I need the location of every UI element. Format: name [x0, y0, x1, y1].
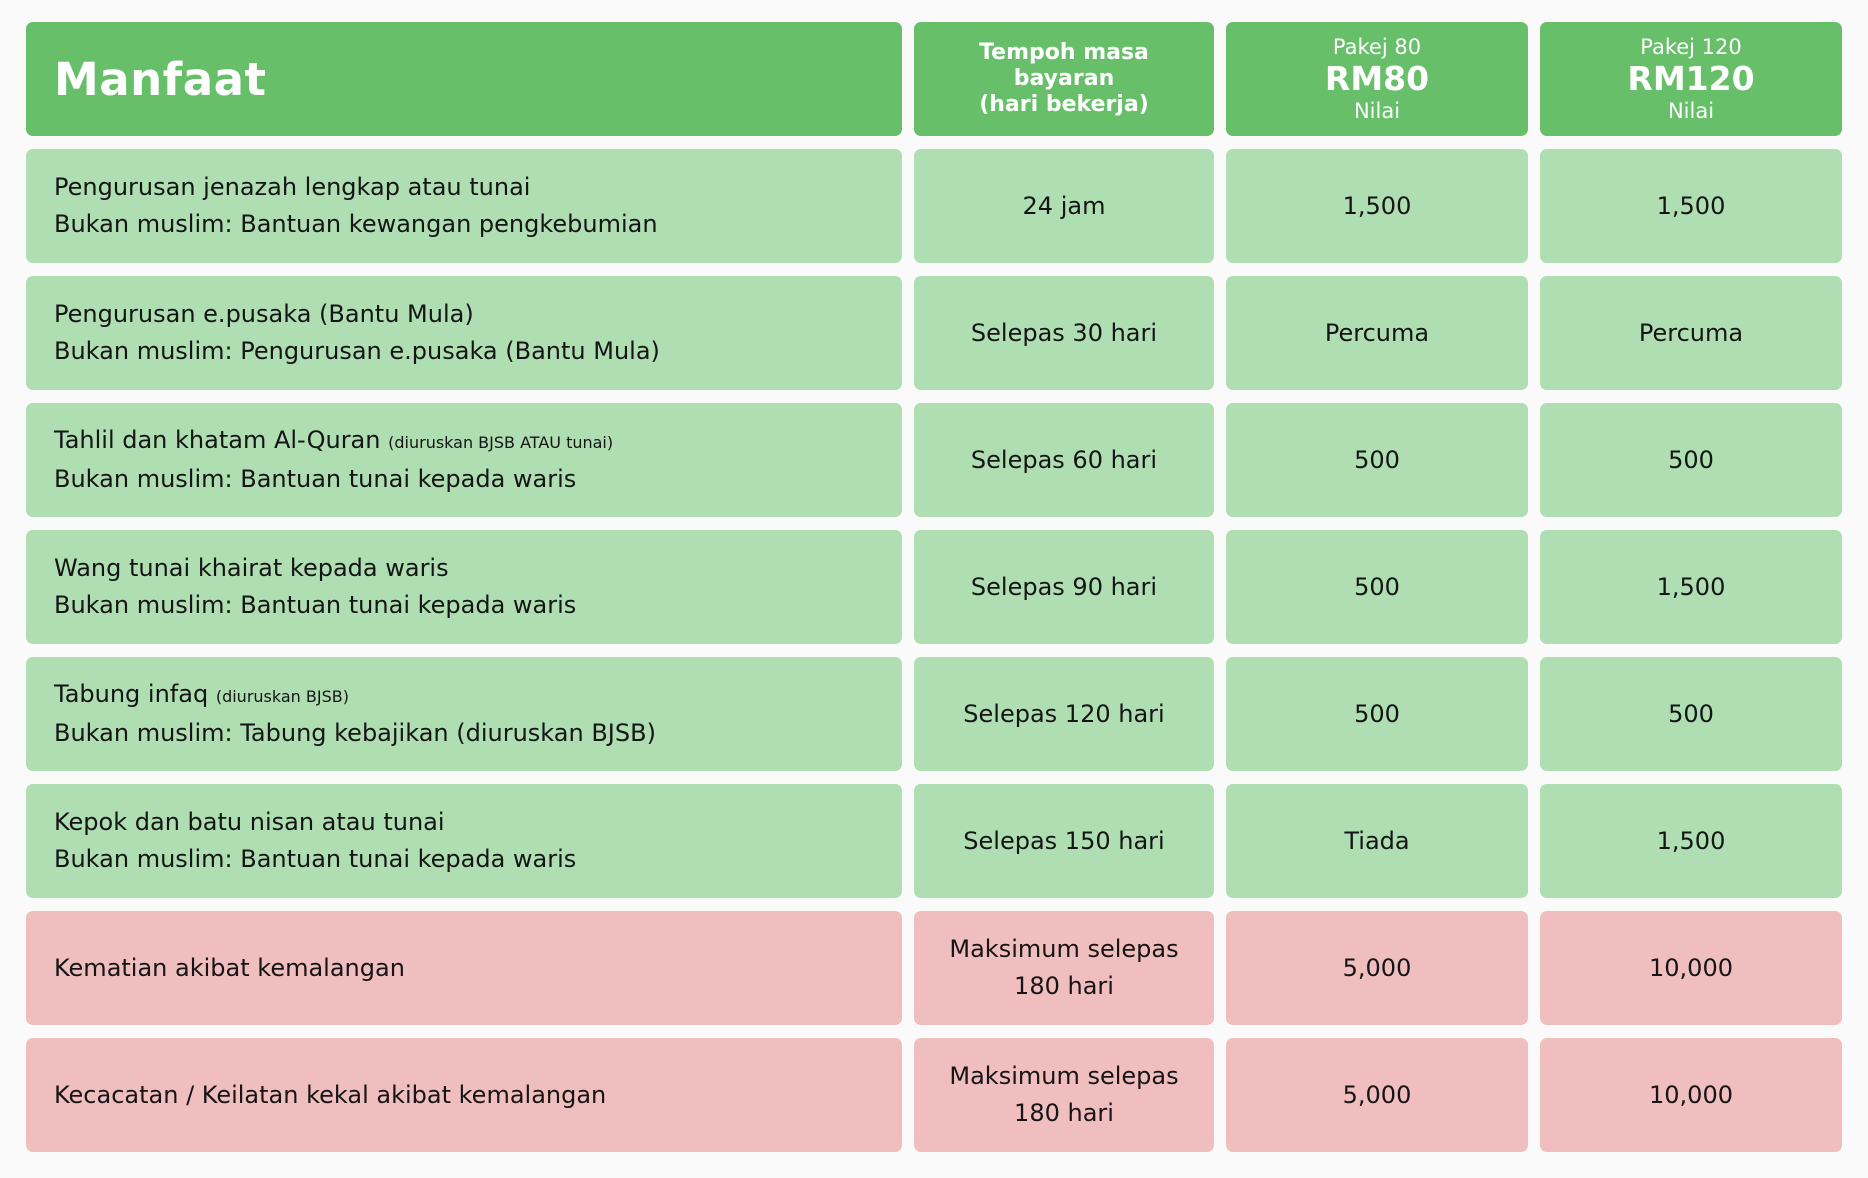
- period-value: 180 hari: [1014, 1099, 1114, 1127]
- plan-80-cell: [1226, 911, 1528, 1025]
- period-value: Selepas 120 hari: [963, 699, 1165, 728]
- plan-120-value: 10,000: [1649, 953, 1733, 982]
- plan-120-value: 500: [1668, 699, 1714, 728]
- plan-price: RM120: [1627, 59, 1755, 98]
- plan-label: Pakej 80: [1332, 35, 1422, 59]
- benefit-name: Kecacatan / Keilatan kekal akibat kemalangan: [54, 1080, 607, 1109]
- header-benefit: [26, 22, 902, 136]
- benefit-nonmuslim: Bukan muslim: Bantuan tunai kepada waris: [54, 845, 577, 873]
- plan-80-cell: [1226, 403, 1528, 517]
- plan-120-cell: [1540, 784, 1842, 898]
- benefit-cell: [26, 276, 902, 390]
- period-cell: [914, 657, 1214, 771]
- plan-80-value: 5,000: [1342, 1080, 1412, 1109]
- table-title: Manfaat: [54, 52, 267, 106]
- plan-120-value: 500: [1668, 445, 1714, 474]
- plan-80-cell: [1226, 149, 1528, 263]
- period-cell: [914, 149, 1214, 263]
- benefit-cell: [26, 530, 902, 644]
- period-value: Selepas 90 hari: [970, 572, 1158, 601]
- plan-80-value: Tiada: [1344, 826, 1410, 855]
- benefit-cell: [26, 784, 902, 898]
- period-value: 180 hari: [1014, 972, 1114, 1000]
- plan-120-cell: [1540, 276, 1842, 390]
- period-cell: [914, 1038, 1214, 1152]
- period-cell: [914, 784, 1214, 898]
- plan-80-value: 1,500: [1342, 191, 1412, 220]
- plan-80-value: 500: [1354, 445, 1400, 474]
- benefit-cell: [26, 911, 902, 1025]
- period-value: Selepas 60 hari: [970, 445, 1158, 474]
- header-period: [914, 22, 1214, 136]
- benefit-name: Pengurusan e.pusaka (Bantu Mula): [54, 300, 474, 328]
- plan-80-cell: [1226, 784, 1528, 898]
- period-header-line: (hari bekerja): [979, 92, 1149, 117]
- benefit-line: [54, 206, 658, 243]
- period-value: Maksimum selepas: [949, 1062, 1179, 1090]
- benefit-name: Kematian akibat kemalangan: [54, 953, 405, 982]
- period-cell: [914, 530, 1214, 644]
- benefit-cell: [26, 1038, 902, 1152]
- plan-120-cell: [1540, 911, 1842, 1025]
- period-value: Selepas 150 hari: [963, 826, 1165, 855]
- benefit-line: [54, 169, 530, 206]
- benefit-nonmuslim: Bukan muslim: Tabung kebajikan (diuruskan BJSB): [54, 719, 656, 747]
- plan-120-value: 1,500: [1656, 191, 1726, 220]
- header-plan-120: [1540, 22, 1842, 136]
- plan-120-value: Percuma: [1638, 318, 1744, 347]
- benefit-nonmuslim: Bukan muslim: Bantuan tunai kepada waris: [54, 591, 577, 619]
- benefit-nonmuslim: Bukan muslim: Bantuan tunai kepada waris: [54, 465, 577, 493]
- benefits-table: [26, 22, 1842, 1152]
- benefit-cell: [26, 403, 902, 517]
- period-value: Selepas 30 hari: [970, 318, 1158, 347]
- benefit-name: Pengurusan jenazah lengkap atau tunai: [54, 173, 531, 201]
- plan-120-value: 10,000: [1649, 1080, 1733, 1109]
- plan-80-cell: [1226, 1038, 1528, 1152]
- benefit-nonmuslim: Bukan muslim: Pengurusan e.pusaka (Bantu Mula): [54, 337, 660, 365]
- benefit-note: (diuruskan BJSB ATAU tunai): [388, 433, 614, 452]
- period-cell: [914, 911, 1214, 1025]
- plan-80-cell: [1226, 657, 1528, 771]
- benefit-name: Wang tunai khairat kepada waris: [54, 554, 449, 582]
- plan-120-value: 1,500: [1656, 826, 1726, 855]
- benefit-cell: [26, 657, 902, 771]
- plan-120-cell: [1540, 657, 1842, 771]
- plan-120-value: 1,500: [1656, 572, 1726, 601]
- plan-label: Pakej 120: [1640, 35, 1742, 59]
- plan-120-cell: [1540, 1038, 1842, 1152]
- period-header-line: Tempoh masa: [979, 40, 1149, 65]
- plan-sub: Nilai: [1353, 99, 1401, 123]
- plan-80-cell: [1226, 530, 1528, 644]
- plan-120-cell: [1540, 149, 1842, 263]
- plan-price: RM80: [1324, 59, 1430, 98]
- period-header-line: bayaran: [1013, 66, 1115, 91]
- benefit-nonmuslim: Bukan muslim: Bantuan kewangan pengkebumian: [54, 210, 658, 238]
- plan-80-value: 500: [1354, 699, 1400, 728]
- period-value: 24 jam: [1022, 191, 1106, 220]
- plan-sub: Nilai: [1667, 99, 1715, 123]
- period-cell: [914, 276, 1214, 390]
- plan-120-cell: [1540, 530, 1842, 644]
- header-plan-80: [1226, 22, 1528, 136]
- plan-80-value: 5,000: [1342, 953, 1412, 982]
- benefit-name: Tabung infaq: [54, 680, 209, 708]
- plan-120-cell: [1540, 403, 1842, 517]
- benefit-note: (diuruskan BJSB): [215, 687, 349, 706]
- plan-80-value: Percuma: [1324, 318, 1430, 347]
- period-value: Maksimum selepas: [949, 935, 1179, 963]
- plan-80-cell: [1226, 276, 1528, 390]
- benefit-name: Tahlil dan khatam Al-Quran: [54, 426, 381, 454]
- benefit-name: Kepok dan batu nisan atau tunai: [54, 808, 445, 836]
- benefit-cell: [26, 149, 902, 263]
- plan-80-value: 500: [1354, 572, 1400, 601]
- period-cell: [914, 403, 1214, 517]
